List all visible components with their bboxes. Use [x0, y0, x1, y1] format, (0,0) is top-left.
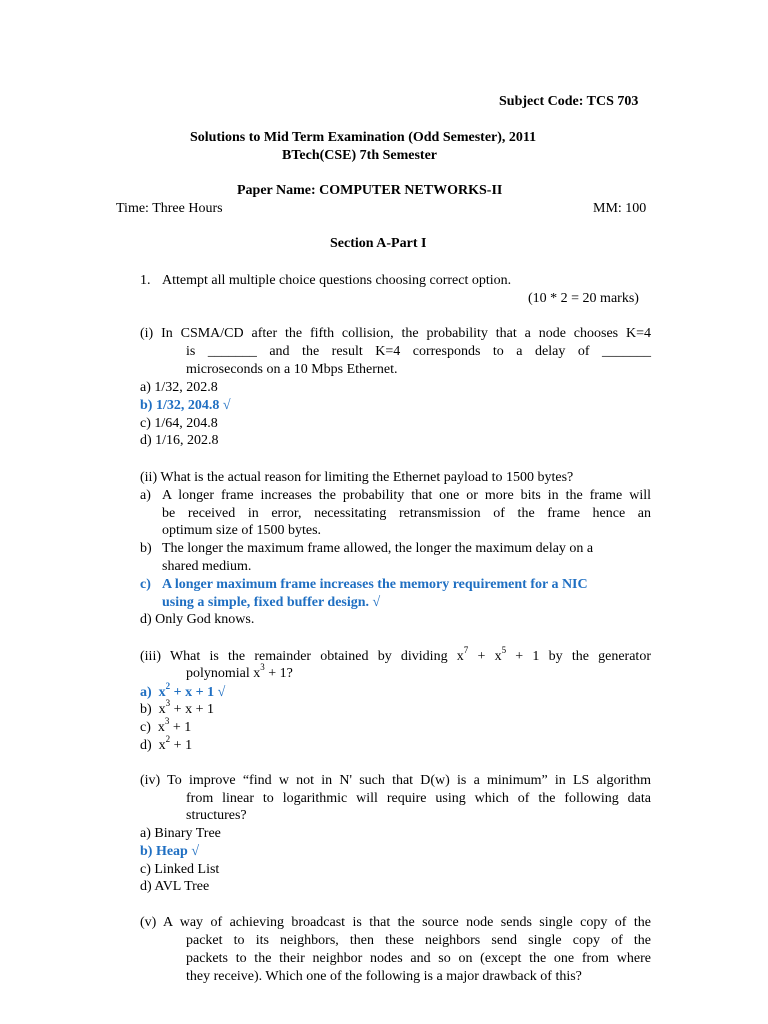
q2-a-line-2: be received in error, necessitating retransmission of the frame hence an — [162, 506, 651, 521]
q5-line-3: packets to the their neighbor nodes and so on (except the one from where — [186, 951, 651, 966]
q3-option-d: d) $x^2 + 1$ — [140, 734, 193, 753]
exam-time: Time: Three Hours — [116, 201, 223, 216]
q1-option-c: c) 1/64, 204.8 — [140, 416, 218, 431]
q4-option-a: a) Binary Tree — [140, 826, 221, 841]
q1-option-d: d) 1/16, 202.8 — [140, 433, 219, 448]
q4-line-1: (iv) To improve “find w not in N' such that D(w) is a minimum” in LS algorithm — [140, 773, 651, 788]
q3-option-c: c) $x^3 + 1$ — [140, 716, 192, 735]
q4-option-d: d) AVL Tree — [140, 879, 210, 894]
q2-b-label: b) — [140, 541, 152, 556]
instruction-number: 1. — [140, 273, 151, 288]
q1-option-a: a) 1/32, 202.8 — [140, 380, 218, 395]
instruction-text: Attempt all multiple choice questions choosing correct option. — [162, 273, 512, 288]
subject-code: Subject Code: TCS 703 — [499, 94, 639, 109]
check-icon: √ — [222, 398, 231, 413]
q2-c-label: c) — [140, 577, 151, 592]
q4-line-3: structures? — [186, 808, 247, 823]
document-subtitle: BTech(CSE) 7th Semester — [282, 148, 438, 163]
q1-line-3: microseconds on a 10 Mbps Ethernet. — [186, 362, 398, 377]
q3-line-1: (iii) What is the remainder obtained by dividing $x^7 + x^5 + 1$ by the generator — [140, 645, 651, 664]
q4-option-c: c) Linked List — [140, 862, 220, 877]
q2-b-line-2: shared medium. — [162, 559, 252, 574]
q1-option-b-correct: b) 1/32, 204.8 √ — [140, 398, 231, 413]
q2-b-line-1: The longer the maximum frame allowed, the longer the maximum delay on a — [162, 541, 594, 556]
q5-line-1: (v) A way of achieving broadcast is that the source node sends single copy of the — [140, 915, 651, 930]
q3-line-2: polynomial $x^3 + 1$? — [186, 662, 293, 681]
q5-line-2: packet to its neighbors, then these neighbors send single copy of the — [186, 933, 651, 948]
check-icon: √ — [217, 685, 226, 700]
q1-line-2: is _______ and the result K=4 corresponds to a delay of _______ — [186, 344, 651, 359]
q1-line-1: (i) In CSMA/CD after the fifth collision, the probability that a node chooses K=4 — [140, 326, 651, 341]
max-marks: MM: 100 — [593, 201, 647, 216]
q2-c-line-2-correct: using a simple, fixed buffer design. √ — [162, 595, 381, 610]
q2-a-line-3: optimum size of 1500 bytes. — [162, 523, 322, 538]
q4-option-b-correct: b) Heap √ — [140, 844, 200, 859]
check-icon: √ — [372, 595, 381, 610]
q2-a-label: a) — [140, 488, 151, 503]
instruction-marks: (10 * 2 = 20 marks) — [528, 291, 639, 306]
document-title: Solutions to Mid Term Examination (Odd Semester), 2011 — [190, 130, 537, 145]
paper-name: Paper Name: COMPUTER NETWORKS-II — [237, 183, 503, 198]
q3-option-a-correct: a) $x^2 + x + 1$ √ — [140, 681, 226, 700]
q3-option-b: b) $x^3 + x + 1$ — [140, 698, 214, 717]
section-heading: Section A-Part I — [330, 236, 427, 251]
check-icon: √ — [191, 844, 200, 859]
q2-a-line-1: A longer frame increases the probability that one or more bits in the frame will — [162, 488, 651, 503]
q2-question: (ii) What is the actual reason for limiting the Ethernet payload to 1500 bytes? — [140, 470, 574, 485]
q4-line-2: from linear to logarithmic will require using which of the following data — [186, 791, 651, 806]
q5-line-4: they receive). Which one of the following is a major drawback of this? — [186, 969, 582, 984]
q2-c-line-1: A longer maximum frame increases the memory requirement for a NIC — [162, 577, 588, 592]
q2-option-d: d) Only God knows. — [140, 612, 255, 627]
